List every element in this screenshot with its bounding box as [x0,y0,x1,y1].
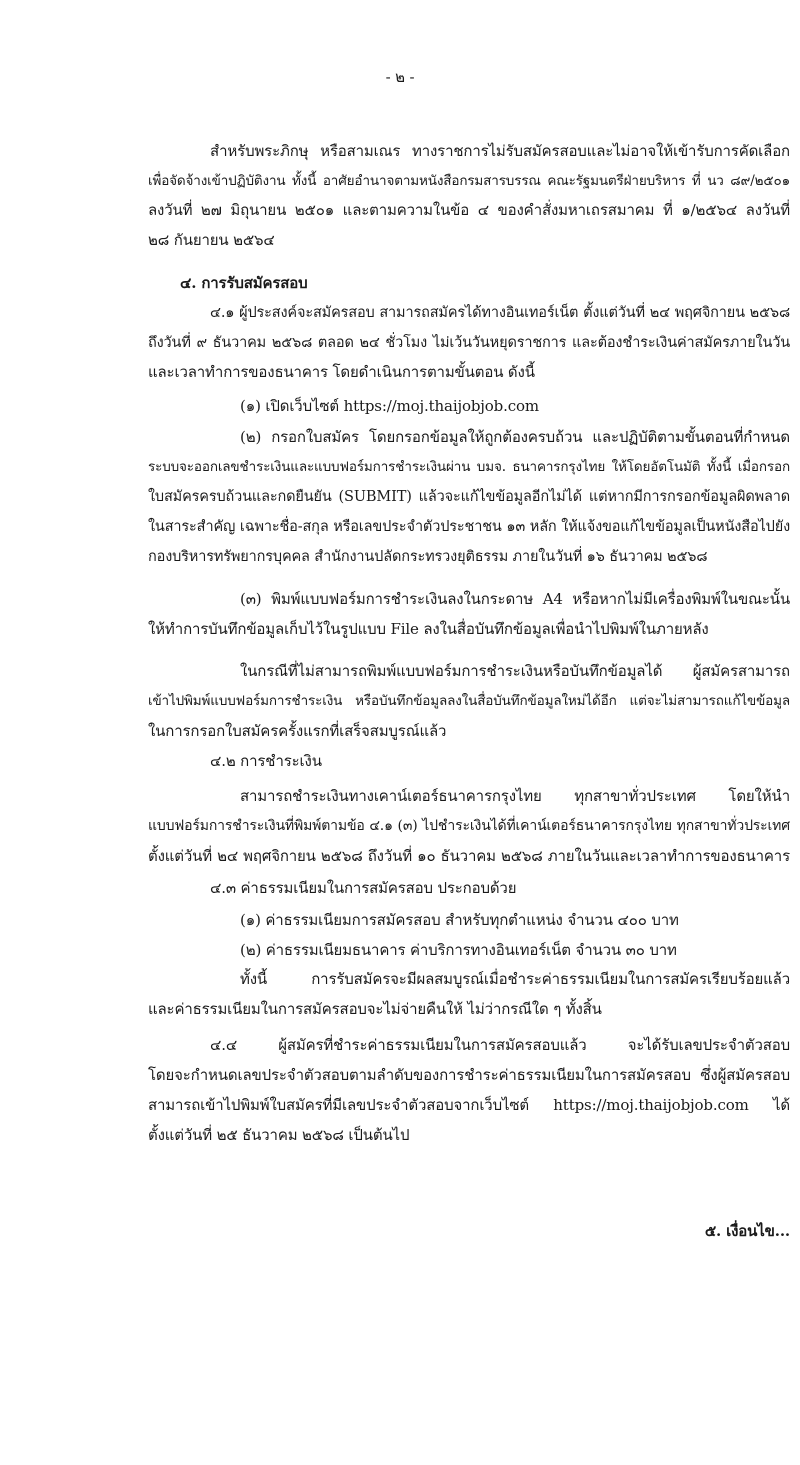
s42-line-2: แบบฟอร์มการชำระเงินที่พิมพ์ตามข้อ ๔.๑ (๓) ไปชำระเงินได้ที่เคาน์เตอร์ธนาคารกรุงไทย ทุกสาขาทั่วประเทศ [148,818,790,834]
s41-step-2-line-1: (๒) กรอกใบสมัคร โดยกรอกข้อมูลให้ถูกต้องครบถ้วน และปฏิบัติตามขั้นตอนที่กำหนด [240,428,790,446]
s42-line-1: สามารถชำระเงินทางเคาน์เตอร์ธนาคารกรุงไทย ทุกสาขาทั่วประเทศ โดยให้นำ [240,787,790,805]
s43-item-1: (๑) ค่าธรรมเนียมการสมัครสอบ สำหรับทุกตำแหน่ง จำนวน ๔๐๐ บาท [240,911,679,929]
s43-item-2: (๒) ค่าธรรมเนียมธนาคาร ค่าบริการทางอินเทอร์เน็ต จำนวน ๓๐ บาท [240,941,677,959]
s41-note-line-1: ในกรณีที่ไม่สามารถพิมพ์แบบฟอร์มการชำระเงินหรือบันทึกข้อมูลได้ ผู้สมัครสามารถ [240,662,790,680]
s41-step-2-line-4: ในสาระสำคัญ เฉพาะชื่อ-สกุล หรือเลขประจำตัวประชาชน ๑๓ หลัก ให้แจ้งขอแก้ไขข้อมูลเป็นหนังสือไปยัง [148,519,790,535]
s44-line-3: สามารถเข้าไปพิมพ์ใบสมัครที่มีเลขประจำตัวสอบจากเว็บไซต์ https://moj.thaijobjob.com ได้ [148,1096,790,1114]
s43-heading: ๔.๓ ค่าธรรมเนียมในการสมัครสอบ ประกอบด้วย [210,879,517,897]
page-number: - ๒ - [385,68,415,86]
s41-line-2: ถึงวันที่ ๙ ธันวาคม ๒๕๖๘ ตลอด ๒๔ ชั่วโมง ไม่เว้นวันหยุดราชการ และต้องชำระเงินค่าสมัครภายในวัน [148,335,790,351]
s41-line-3: และเวลาทำการของธนาคาร โดยดำเนินการตามขั้นตอน ดังนี้ [148,363,535,381]
s44-line-1: ๔.๔ ผู้สมัครที่ชำระค่าธรรมเนียมในการสมัครสอบแล้ว จะได้รับเลขประจำตัวสอบ [210,1036,790,1054]
s42-heading: ๔.๒ การชำระเงิน [210,752,322,770]
s41-step-1: (๑) เปิดเว็บไซต์ https://moj.thaijobjob.com [240,397,539,415]
s44-line-2: โดยจะกำหนดเลขประจำตัวสอบตามลำดับของการชำระค่าธรรมเนียมในการสมัครสอบ ซึ่งผู้สมัครสอบ [148,1066,790,1084]
intro-line-1: สำหรับพระภิกษุ หรือสามเณร ทางราชการไม่รับสมัครสอบและไม่อาจให้เข้ารับการคัดเลือก [210,142,790,160]
s41-step-2-line-2: ระบบจะออกเลขชำระเงินและแบบฟอร์มการชำระเงินผ่าน บมจ. ธนาคารกรุงไทย ให้โดยอัตโนมัติ ทั้งนี้ เมื่อกรอก [148,459,790,475]
s41-step-2-line-3: ใบสมัครครบถ้วนและกดยืนยัน (SUBMIT) แล้วจะแก้ไขข้อมูลอีกไม่ได้ แต่หากมีการกรอกข้อมูลผิดพลาด [148,489,790,505]
s44-line-4: ตั้งแต่วันที่ ๒๕ ธันวาคม ๒๕๖๘ เป็นต้นไป [148,1126,410,1144]
s43-note-line-1: ทั้งนี้ การรับสมัครจะมีผลสมบูรณ์เมื่อชำระค่าธรรมเนียมในการสมัครเรียบร้อยแล้ว [240,970,790,988]
s41-step-2-line-5: กองบริหารทรัพยากรบุคคล สำนักงานปลัดกระทรวงยุติธรรม ภายในวันที่ ๑๖ ธันวาคม ๒๕๖๘ [148,549,708,565]
intro-line-2: เพื่อจัดจ้างเข้าปฏิบัติงาน ทั้งนี้ อาศัยอำนาจตามหนังสือกรมสารบรรณ คณะรัฐมนตรีฝ่ายบริหาร ที่ นว ๘๙/๒๕๐๑ [148,173,790,189]
s41-note-line-3: ในการกรอกใบสมัครครั้งแรกที่เสร็จสมบูรณ์แล้ว [148,722,447,740]
s41-note-line-2: เข้าไปพิมพ์แบบฟอร์มการชำระเงิน หรือบันทึกข้อมูลลงในสื่อบันทึกข้อมูลใหม่ได้อีก แต่จะไม่สามารถแก้ไขข้อมูล [148,693,790,709]
s41-line-1: ๔.๑ ผู้ประสงค์จะสมัครสอบ สามารถสมัครได้ทางอินเทอร์เน็ต ตั้งแต่วันที่ ๒๔ พฤศจิกายน ๒๕๖๘ [210,305,790,321]
s41-step-3-line-2: ให้ทำการบันทึกข้อมูลเก็บไว้ในรูปแบบ File ลงในสื่อบันทึกข้อมูลเพื่อนำไปพิมพ์ในภายหลัง [148,620,709,638]
intro-line-3: ลงวันที่ ๒๗ มิถุนายน ๒๕๐๑ และตามความในข้อ ๔ ของคำสั่งมหาเถรสมาคม ที่ ๑/๒๕๖๔ ลงวันที่ [148,201,790,219]
s41-step-3-line-1: (๓) พิมพ์แบบฟอร์มการชำระเงินลงในกระดาษ A4 หรือหากไม่มีเครื่องพิมพ์ในขณะนั้น [240,590,790,608]
section-4-heading: ๔. การรับสมัครสอบ [180,274,308,292]
s43-note-line-2: และค่าธรรมเนียมในการสมัครสอบจะไม่จ่ายคืนให้ ไม่ว่ากรณีใด ๆ ทั้งสิ้น [148,1000,602,1018]
intro-line-4: ๒๘ กันยายน ๒๕๖๔ [148,231,275,249]
next-page-marker: ๕. เงื่อนไข... [704,1222,790,1240]
s42-line-3: ตั้งแต่วันที่ ๒๔ พฤศจิกายน ๒๕๖๘ ถึงวันที่ ๑๐ ธันวาคม ๒๕๖๘ ภายในวันและเวลาทำการของธนาคาร [148,847,790,865]
